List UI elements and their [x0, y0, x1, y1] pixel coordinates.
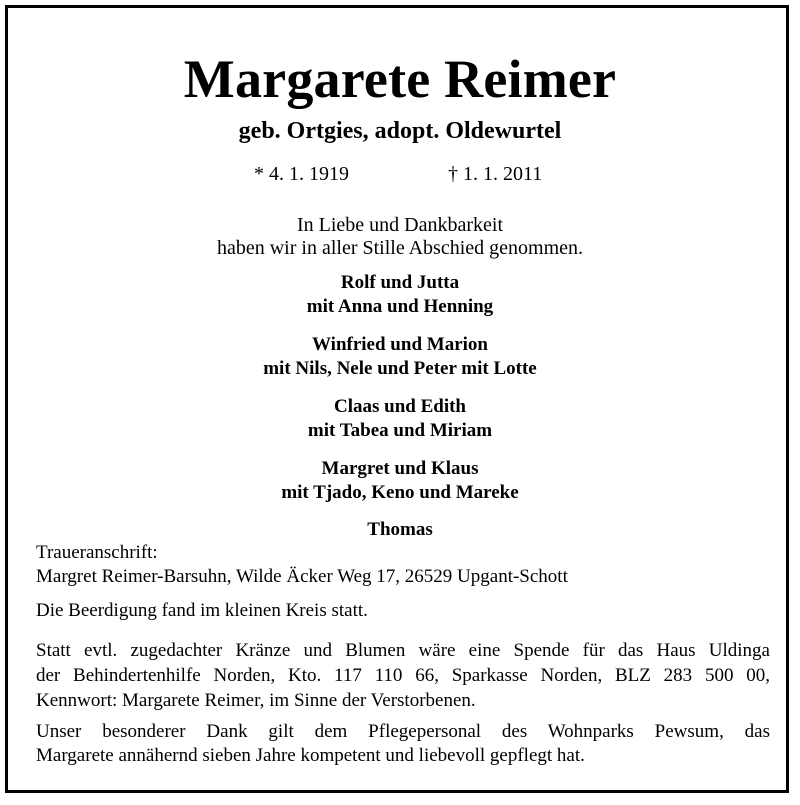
- family-1-line-1: Rolf und Jutta: [340, 272, 460, 293]
- death-date: † 1. 1. 2011: [448, 163, 543, 185]
- family-4-line-2: mit Tjado, Keno und Mareke: [281, 482, 519, 503]
- family-3-line-1: Claas und Edith: [333, 396, 466, 417]
- donation-line-3: Kennwort: Margarete Reimer, im Sinne der Verstorbenen.: [36, 690, 476, 711]
- family-1-line-2: mit Anna und Henning: [306, 296, 494, 317]
- funeral-note: Die Beerdigung fand im kleinen Kreis statt.: [36, 600, 368, 621]
- family-2-line-2: mit Nils, Nele und Peter mit Lotte: [263, 358, 537, 379]
- donation-line-1: Statt evtl. zugedachter Kränze und Blumen wäre eine Spende für das Haus Uldinga: [36, 640, 770, 661]
- thanks-line-2: Margarete annähernd sieben Jahre kompetent und liebevoll gepflegt hat.: [36, 745, 585, 766]
- address: Margret Reimer-Barsuhn, Wilde Äcker Weg 17, 26529 Upgant-Schott: [36, 566, 568, 587]
- family-4-line-1: Margret und Klaus: [321, 458, 479, 479]
- family-3-line-2: mit Tabea und Miriam: [307, 420, 493, 441]
- thanks-paragraph: [36, 721, 770, 743]
- birth-date: * 4. 1. 1919: [254, 163, 349, 185]
- birth-name-subtitle: geb. Ortgies, adopt. Oldewurtel: [238, 118, 562, 144]
- address-label: Traueranschrift:: [36, 542, 158, 563]
- deceased-name: Margarete Reimer: [183, 49, 617, 109]
- mourner-thomas: Thomas: [367, 519, 433, 540]
- intro-line-1: In Liebe und Dankbarkeit: [296, 214, 504, 236]
- intro-line-2: haben wir in aller Stille Abschied genommen.: [216, 237, 584, 259]
- donation-paragraph: [36, 640, 770, 662]
- donation-line-2: der Behindertenhilfe Norden, Kto. 117 110 66, Sparkasse Norden, BLZ 283 500 00,: [36, 665, 770, 686]
- family-2-line-1: Winfried und Marion: [312, 334, 488, 355]
- thanks-line-1: Unser besonderer Dank gilt dem Pflegepersonal des Wohnparks Pewsum, das: [36, 721, 770, 742]
- donation-paragraph-2: [36, 665, 770, 687]
